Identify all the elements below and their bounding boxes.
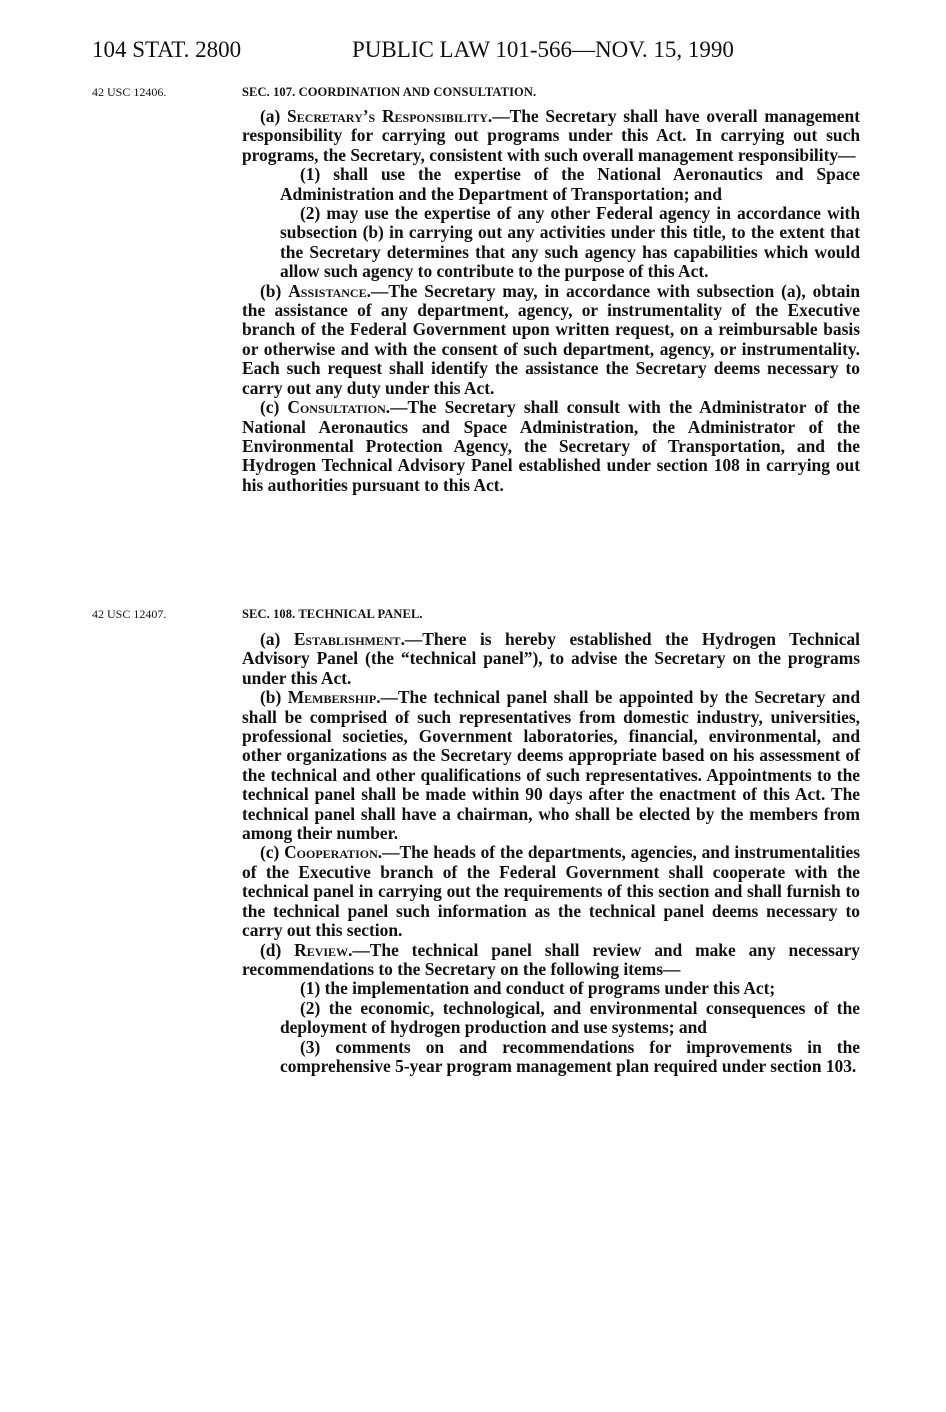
sec107-a-item-2: (2) may use the expertise of any other Federal agency in accordance with subsection (b) in carrying out any activities under this title, to the extent that the Secretary determines that any such agency has capabilities which would allow such agency to contribute to the purpose of this Act. bbox=[280, 203, 860, 282]
sec108-b-label: (b) bbox=[260, 687, 288, 708]
sec108-d-item-1: (1) the implementation and conduct of programs under this Act; bbox=[300, 978, 776, 999]
sec108-a-title: Establishment bbox=[293, 629, 401, 649]
sec107-c-text: .—The Secretary shall consult with the Administrator of the National Aeronautics and Space Administration, the Administrator of the Environmental Protection Agency, the Secretary of Transportation, and the Hydrogen Technical Advisory Panel established under section 108 in carrying out his authorities pursuant to this Act. bbox=[242, 397, 860, 495]
sec107-subsection-a bbox=[242, 107, 860, 165]
section-heading-108: SEC. 108. TECHNICAL PANEL. bbox=[242, 607, 423, 621]
margin-note-sec108: 42 USC 12407. bbox=[92, 607, 167, 621]
section-107-body bbox=[242, 107, 860, 495]
sec108-a-label: (a) bbox=[260, 629, 294, 649]
sec108-c-text: .—The heads of the departments, agencies, and instrumentalities of the Executive branch of the Federal Government shall cooperate with the technical panel in carrying out the requirements of this section and shall furnish to the technical panel such information as the technical panel deems necessary to carry out this section. bbox=[242, 842, 861, 941]
sec107-subsection-c bbox=[242, 398, 860, 495]
sec108-subsection-a bbox=[242, 630, 860, 688]
sec108-d-label: (d) bbox=[260, 939, 295, 960]
sec108-d-item-3: (3) comments on and recommendations for improvements in the comprehensive 5-year program management plan required under section 103. bbox=[280, 1036, 860, 1076]
margin-note-sec107: 42 USC 12406. bbox=[92, 85, 167, 99]
sec107-a-label: (a) bbox=[260, 106, 288, 126]
section-heading-107: SEC. 107. COORDINATION AND CONSULTATION. bbox=[242, 85, 537, 99]
sec108-b-text: .—The technical panel shall be appointed by the Secretary and shall be comprised of such representatives from domestic industry, universities, professional societies, Government laboratories, financial, environmental, and other organizations as the Secretary deems appropriate based on his assessment of the technical and other qualifications of such representatives. Appointments to the technical panel shall be made within 90 days after the enactment of this Act. The technical panel shall have a chairman, who shall be elected by the members from among their number. bbox=[242, 687, 860, 844]
sec108-c-title: Cooperation bbox=[284, 842, 378, 863]
sec107-c-title: Consultation bbox=[287, 397, 386, 418]
sec108-d-text: .—The technical panel shall review and make any necessary recommendations to the Secretary on the following items— bbox=[242, 939, 861, 979]
sec107-c-label: (c) bbox=[260, 397, 288, 418]
public-law-citation: PUBLIC LAW 101-566—NOV. 15, 1990 bbox=[352, 37, 734, 62]
sec107-a-item-1: (1) shall use the expertise of the National Aeronautics and Space Administration and the Department of Transportation; and bbox=[280, 164, 860, 204]
sec108-subsection-c bbox=[242, 843, 860, 940]
sec108-c-label: (c) bbox=[260, 842, 285, 863]
sec107-subsection-b bbox=[242, 282, 860, 398]
sec107-b-title: Assistance bbox=[288, 280, 367, 301]
sec107-a-text: .—The Secretary shall have overall management responsibility for carrying out programs under this Act. In carrying out such programs, the Secretary, consistent with such overall management responsibility— bbox=[242, 106, 860, 165]
sec108-d-title: Review bbox=[294, 939, 349, 960]
sec107-a-title: Secretary’s Responsibility bbox=[287, 106, 488, 126]
sec108-b-title: Membership bbox=[287, 687, 377, 708]
stat-page-number: 104 STAT. 2800 bbox=[92, 37, 242, 62]
sec107-b-text: .—The Secretary may, in accordance with subsection (a), obtain the assistance of any department, agency, or instrumentality of the Executive branch of the Federal Government upon written request, on a reimbursable basis or otherwise and with the consent of such department, agency, or instrumentality. Each such request shall identify the assistance the Secretary deems necessary to carry out any duty under this Act. bbox=[242, 280, 861, 398]
sec108-a-text: .—There is hereby established the Hydrogen Technical Advisory Panel (the “technical panel”), to advise the Secretary on the programs under this Act. bbox=[242, 629, 860, 688]
sec107-b-label: (b) bbox=[260, 280, 289, 301]
sec108-subsection-b bbox=[242, 688, 860, 843]
sec108-d-item-2: (2) the economic, technological, and environmental consequences of the deployment of hydrogen production and use systems; and bbox=[280, 997, 860, 1038]
section-108-body bbox=[242, 630, 860, 1076]
sec108-subsection-d bbox=[242, 941, 860, 980]
